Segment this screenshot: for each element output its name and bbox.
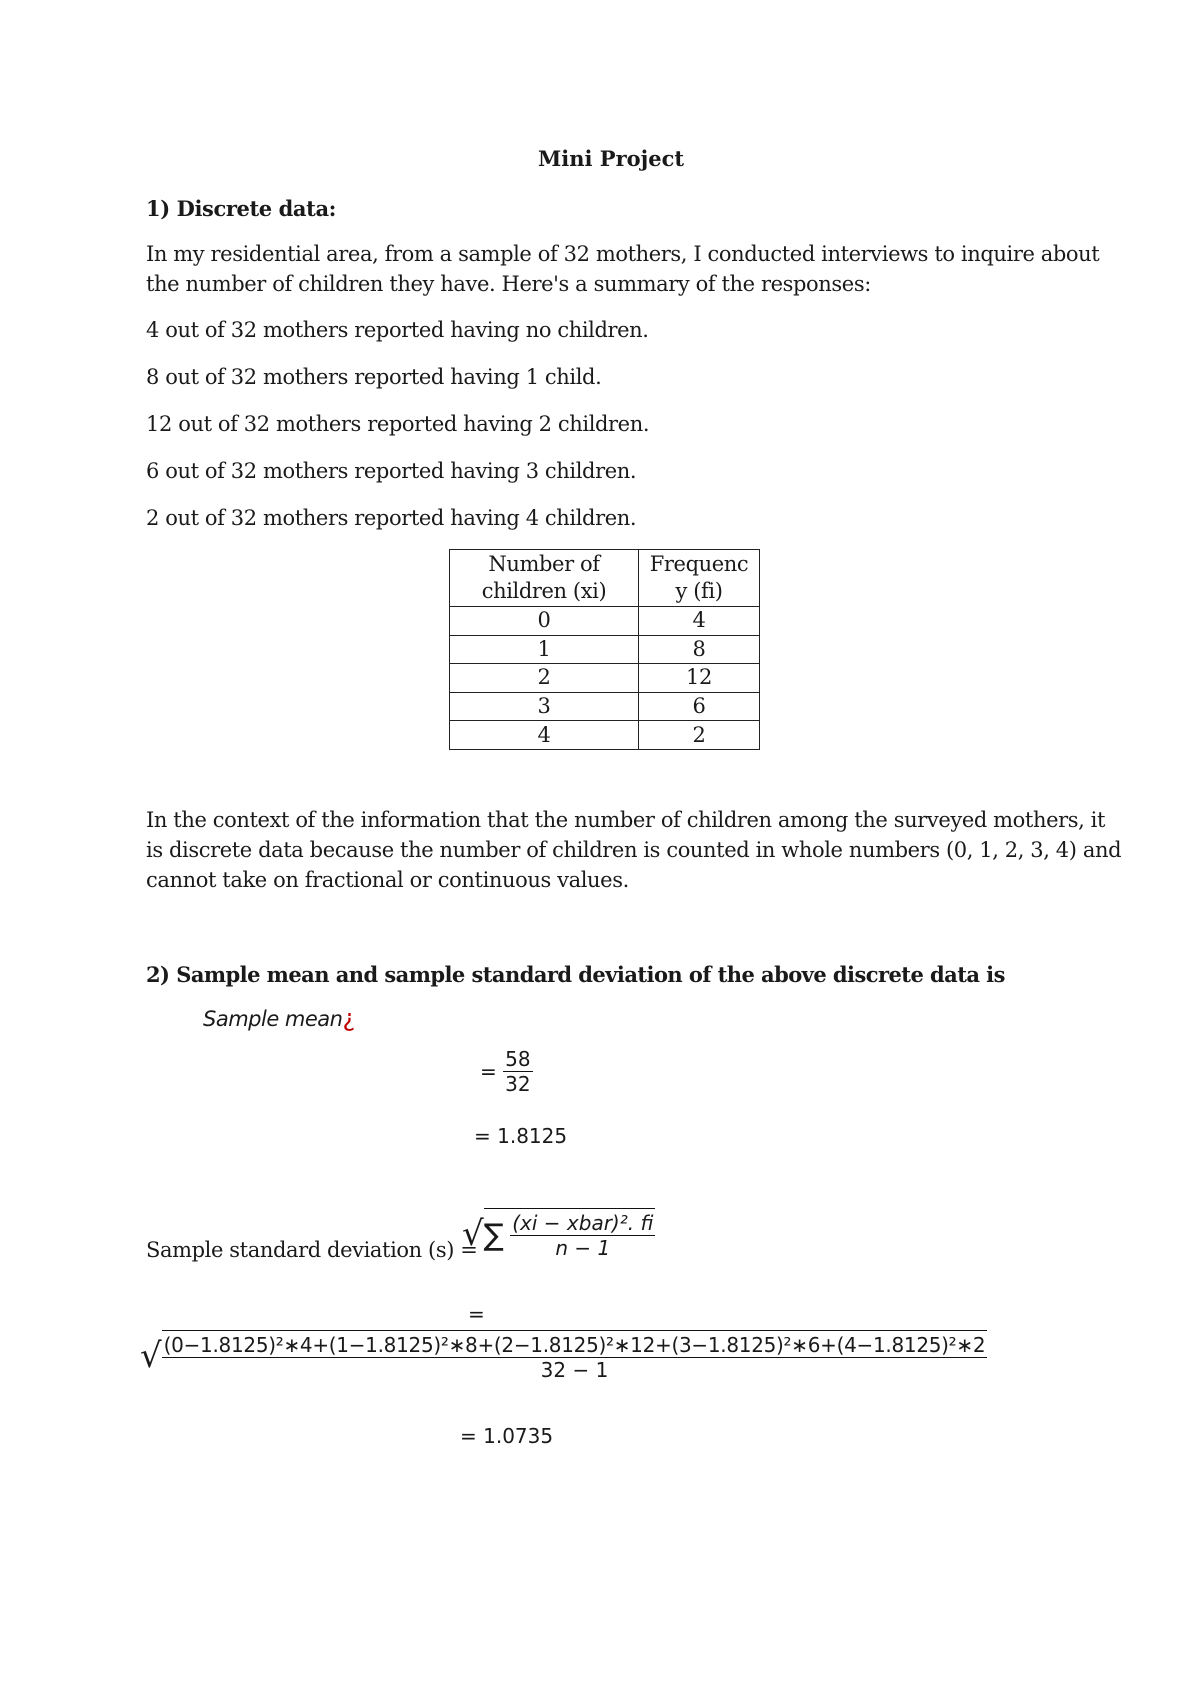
sample-mean-label [203,1004,355,1032]
mean-numerator: 58 [505,1047,531,1071]
frequency-table [449,549,760,750]
intro-line-2: the number of children they have. Here's a summary of the responses: [146,272,871,296]
sd-label: Sample standard deviation (s) = [146,1238,478,1262]
sd-formula-numerator: (xi − xbar)². fi [512,1211,654,1235]
radical-sign: √ [462,1214,484,1254]
table-row [450,635,760,664]
table-header-row [450,550,760,607]
sd-expanded-numerator: (0−1.8125)²∗4+(1−1.8125)²∗8+(2−1.8125)²∗12+(3−1.8125)²∗6+(4−1.8125)²∗2 [163,1333,986,1357]
response-item: 6 out of 32 mothers reported having 3 children. [146,459,637,483]
header-col2-line2: y (fi) [675,579,723,603]
mean-denominator: 32 [505,1072,531,1096]
response-item: 4 out of 32 mothers reported having no children. [146,318,649,342]
table-cell-xi: 0 [450,607,639,636]
conclusion-line-3: cannot take on fractional or continuous values. [146,868,629,892]
mean-fraction-stack [503,1047,532,1096]
sd-equals: = [468,1302,485,1326]
conclusion-line-2: is discrete data because the number of children is counted in whole numbers (0, 1, 2, 3, 4) and [146,838,1122,862]
table-cell-xi: 4 [450,721,639,750]
response-item: 8 out of 32 mothers reported having 1 child. [146,365,602,389]
radicand [484,1208,656,1260]
table-cell-xi: 3 [450,692,639,721]
table-row [450,607,760,636]
section-1-heading: 1) Discrete data: [146,196,337,221]
mean-equals: = [480,1059,497,1084]
header-col1-line1: Number of [488,552,600,576]
mean-glyph: ¿ [342,1004,355,1032]
sd-expanded-fraction [162,1333,988,1382]
sigma-symbol: ∑ [483,1218,504,1253]
table-cell-fi: 2 [639,721,760,750]
conclusion-line-1: In the context of the information that the number of children among the surveyed mothers, it [146,808,1106,832]
section-2-heading: 2) Sample mean and sample standard deviation of the above discrete data is [146,962,1005,987]
header-col1-line2: children (xi) [481,579,607,603]
header-frequency [639,550,760,607]
table-cell-xi: 1 [450,635,639,664]
table-row [450,721,760,750]
response-item: 2 out of 32 mothers reported having 4 children. [146,506,637,530]
mean-fraction [480,1047,533,1096]
response-item: 12 out of 32 mothers reported having 2 children. [146,412,650,436]
table-cell-xi: 2 [450,664,639,693]
table-cell-fi: 8 [639,635,760,664]
intro-line-1: In my residential area, from a sample of 32 mothers, I conducted interviews to inquire about [146,242,1100,266]
sd-formula [462,1208,655,1260]
header-col2-line1: Frequenc [649,552,749,576]
table-row [450,664,760,693]
table-cell-fi: 4 [639,607,760,636]
table-row [450,692,760,721]
expanded-radicand [162,1330,988,1382]
sample-mean-label-text: Sample mean [203,1007,343,1031]
radical-sign: √ [140,1336,162,1376]
table-cell-fi: 6 [639,692,760,721]
sd-expanded [140,1330,987,1382]
sd-expanded-denominator: 32 − 1 [540,1358,609,1382]
page-title: Mini Project [538,146,685,171]
sd-formula-denominator: n − 1 [555,1236,611,1260]
sd-result: = 1.0735 [460,1424,554,1448]
mean-result: = 1.8125 [474,1124,568,1148]
table-cell-fi: 12 [639,664,760,693]
header-number-of-children [450,550,639,607]
sd-formula-fraction [510,1211,655,1260]
